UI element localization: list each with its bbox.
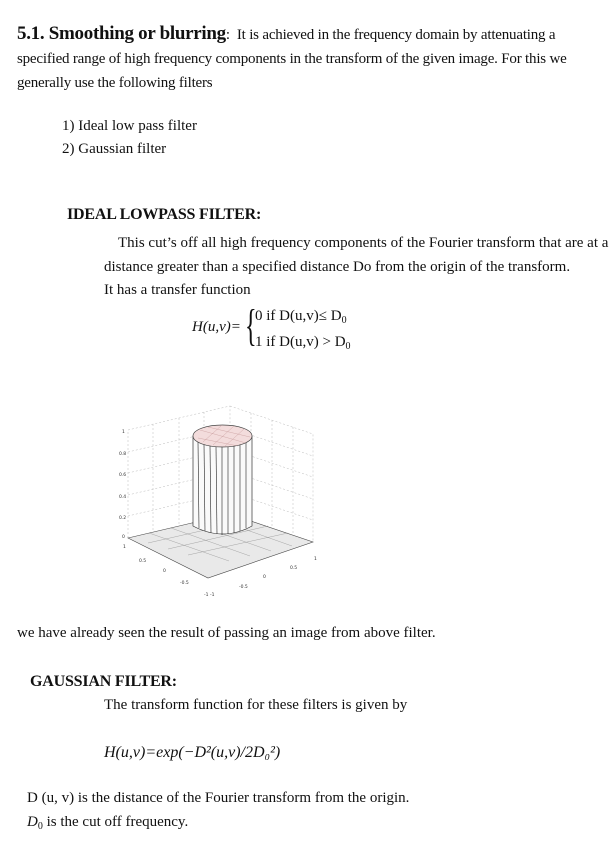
gaussian-formula: H(u,v)=exp(−D²(u,v)/2D₀²) — [104, 744, 281, 761]
result-text: we have already seen the result of passing an image from above filter. — [17, 625, 436, 641]
ideal-formula-lhs: H(u,v)= — [192, 319, 241, 335]
z-tick-0: 0 — [122, 535, 125, 540]
gaussian-intro: The transform function for these filters is given by — [104, 697, 408, 713]
ideal-lowpass-3d-plot — [118, 400, 328, 600]
y-tick-neg-0-5: -0.5 — [239, 585, 248, 590]
filter-list-item-1: 1) Ideal low pass filter — [62, 118, 197, 134]
cutoff-symbol: D — [27, 814, 38, 830]
case-1-text: 0 if D(u,v)≤ D — [255, 308, 342, 324]
y-tick-neg-1: -1 — [210, 593, 215, 598]
x-tick-neg-1: -1 — [204, 593, 209, 598]
z-tick-0-8: 0.8 — [119, 452, 127, 457]
cutoff-text: is the cut off frequency. — [42, 814, 189, 830]
z-tick-1: 1 — [122, 430, 125, 435]
z-tick-0-2: 0.2 — [119, 516, 127, 521]
y-tick-1: 1 — [314, 557, 317, 562]
cylinder-top — [193, 425, 252, 447]
y-tick-0-5: 0.5 — [290, 566, 298, 571]
case-2-text: 1 if D(u,v) > D — [255, 334, 346, 350]
filter-list-item-2: 2) Gaussian filter — [62, 141, 167, 157]
distance-note: D (u, v) is the distance of the Fourier transform from the origin. — [27, 790, 410, 806]
ideal-filter-heading: IDEAL LOWPASS FILTER: — [67, 206, 262, 223]
intro-paragraph — [17, 22, 609, 95]
ideal-para-line-1: This cut’s off all high frequency components of the Fourier transform that are at a — [118, 235, 609, 251]
x-tick-0-5: 0.5 — [139, 559, 147, 564]
ideal-para-line-2: distance greater than a specified distance Do from the origin of the transform. — [104, 259, 571, 275]
x-tick-neg-0-5: -0.5 — [180, 581, 189, 586]
formula-case-1 — [255, 308, 347, 326]
intro-text: It is achieved in the frequency domain by attenuating a specified range of high frequency components in the transform of the given image. For this we generally use the following filters — [17, 27, 567, 91]
gaussian-filter-heading: GAUSSIAN FILTER: — [30, 673, 177, 690]
cutoff-subscript: 0 — [37, 821, 43, 832]
x-tick-0: 0 — [163, 569, 166, 574]
cylinder-wall — [193, 436, 252, 534]
y-tick-0: 0 — [263, 575, 266, 580]
z-tick-0-4: 0.4 — [119, 495, 127, 500]
x-tick-1: 1 — [123, 545, 126, 550]
formula-case-2 — [255, 334, 351, 352]
case-2-subscript: 0 — [345, 341, 351, 352]
ideal-para-line-3: It has a transfer function — [104, 282, 251, 298]
case-1-subscript: 0 — [341, 315, 347, 326]
section-heading: 5.1. Smoothing or blurring — [17, 23, 226, 44]
formula-brace: { — [245, 301, 257, 350]
z-tick-0-6: 0.6 — [119, 473, 127, 478]
cutoff-note — [27, 814, 188, 832]
heading-colon: : — [225, 27, 230, 43]
